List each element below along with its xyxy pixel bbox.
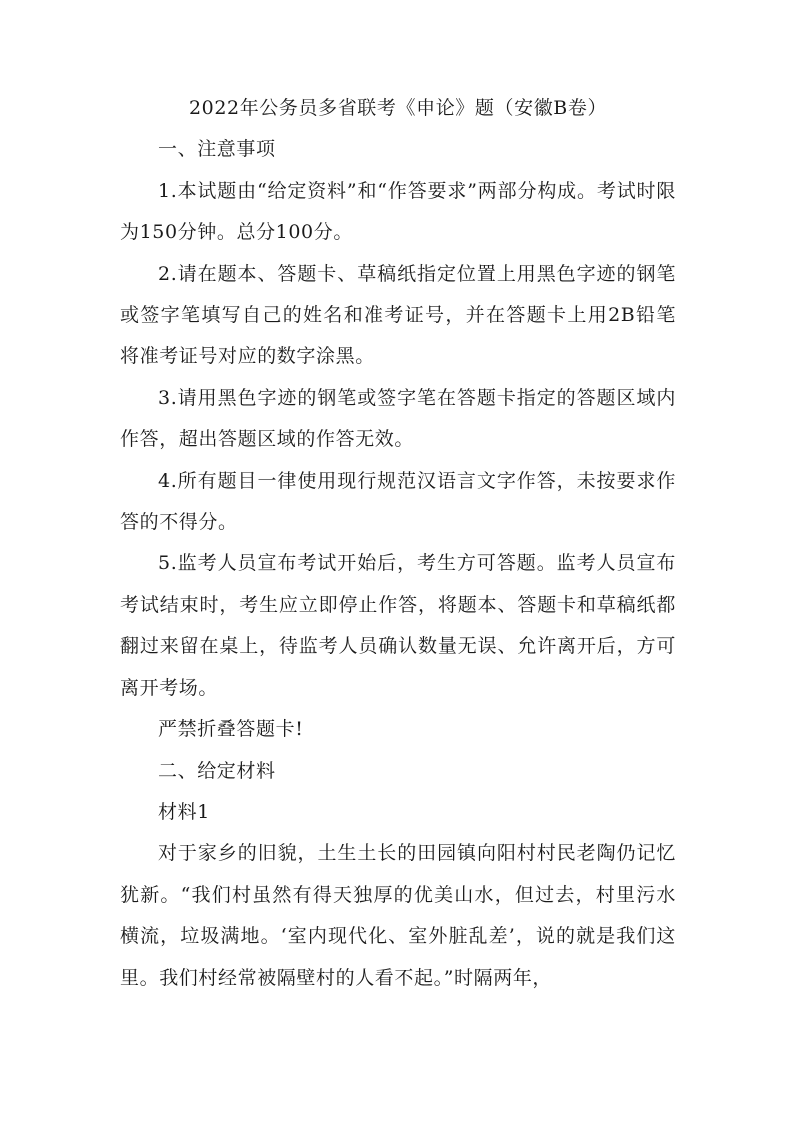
note-item-2: 2.请在题本、答题卡、草稿纸指定位置上用黑色字迹的钢笔或签字笔填写自己的姓名和准考证号，并在答题卡上用2B铅笔将准考证号对应的数字涂黑。 — [120, 262, 676, 368]
note-item-3: 3.请用黑色字迹的钢笔或签字笔在答题卡指定的答题区域内作答，超出答题区域的作答无效。 — [120, 386, 676, 451]
section-heading-notes: 一、注意事项 — [158, 138, 276, 161]
section-heading-materials: 二、给定材料 — [158, 759, 276, 782]
warning-text: 严禁折叠答题卡! — [158, 718, 304, 741]
material-paragraph: 对于家乡的旧貌，土生土长的田园镇向阳村村民老陶仍记忆犹新。“我们村虽然有得天独厚的优美山水，但过去，村里污水横流，垃圾满地。‘室内现代化、室外脏乱差’，说的就是我们这里。我们村经常被隔壁村的人看不起。”时隔两年， — [120, 842, 676, 989]
note-item-4: 4.所有题目一律使用现行规范汉语言文字作答，未按要求作答的不得分。 — [120, 469, 676, 534]
document-page — [120, 88, 676, 999]
note-item-5: 5.监考人员宣布考试开始后，考生方可答题。监考人员宣布考试结束时，考生应立即停止作答，将题本、答题卡和草稿纸都翻过来留在桌上，待监考人员确认数量无误、允许离开后，方可离开考场。 — [120, 552, 676, 699]
material-label: 材料1 — [158, 800, 210, 823]
document-title: 2022年公务员多省联考《申论》题（安徽B卷） — [188, 97, 608, 119]
note-item-1: 1.本试题由“给定资料”和“作答要求”两部分构成。考试时限为150分钟。总分100分。 — [120, 179, 676, 244]
